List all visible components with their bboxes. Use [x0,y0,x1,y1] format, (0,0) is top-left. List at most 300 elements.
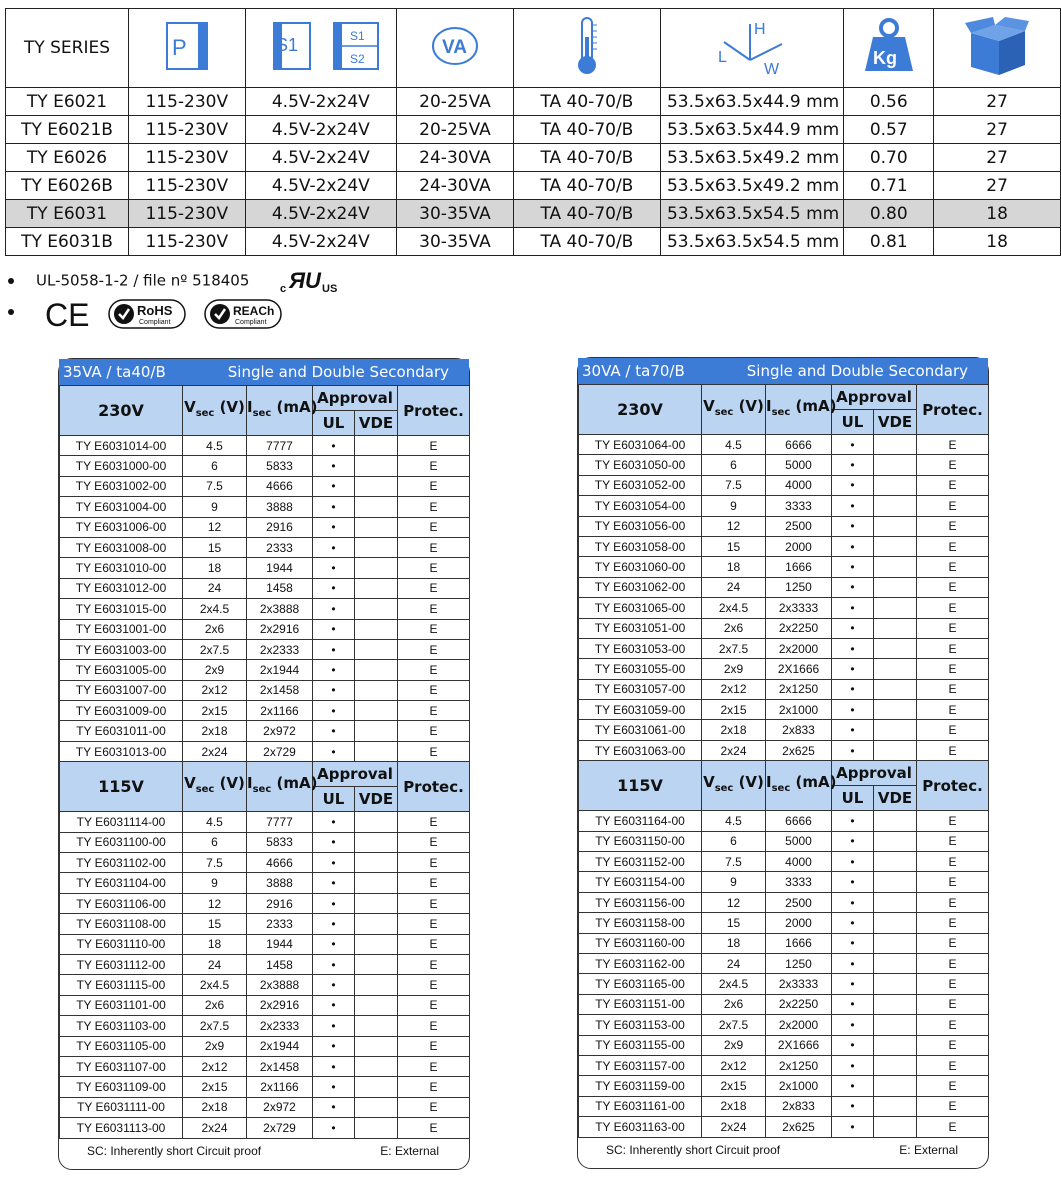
ul-mark: • [313,497,355,517]
ul-mark: • [313,680,355,700]
ul-mark: • [832,557,874,577]
isec-value: 7777 [247,812,313,832]
part-number: TY E6031158-00 [579,913,702,933]
vsec-value: 2x12 [183,680,247,700]
table-row [579,831,989,851]
svg-text:RoHS: RoHS [136,303,172,318]
table-row [579,994,989,1014]
part-number: TY E6031012-00 [60,578,183,598]
vsec-value: 2x9 [183,660,247,680]
table-row [60,578,470,598]
protection: E [398,558,470,578]
ul-mark: • [832,1035,874,1055]
table-row [60,660,470,680]
table-row [60,934,470,954]
vsec-value: 2x24 [702,740,766,760]
table-row [579,516,989,536]
box-icon [934,9,1061,88]
vde-mark [355,680,398,700]
part-number: TY E6031159-00 [579,1076,702,1096]
table-row [579,679,989,699]
vsec-value: 7.5 [702,475,766,495]
summary-cell-dims: 53.5x63.5x49.2 mm [660,144,843,172]
ul-mark: • [832,811,874,831]
table-row [579,659,989,679]
part-number: TY E6031115-00 [60,975,183,995]
ul-mark: • [313,639,355,659]
summary-cell-temp: TA 40-70/B [513,200,660,228]
isec-value: 5000 [766,455,832,475]
vsec-value: 15 [702,536,766,556]
weight-icon [844,9,934,88]
panel-subtitle: Single and Double Secondary [746,362,968,380]
part-number: TY E6031110-00 [60,934,183,954]
summary-cell-temp: TA 40-70/B [513,88,660,116]
isec-value: 1666 [766,557,832,577]
table-row [60,517,470,537]
vde-mark [355,517,398,537]
summary-cell-secondary: 4.5V-2x24V [245,228,397,256]
table-row [60,476,470,496]
ul-mark: • [313,934,355,954]
part-number: TY E6031006-00 [60,517,183,537]
isec-value: 2x2916 [247,619,313,639]
footer-sc-note: SC: Inherently short Circuit proof [606,1142,781,1157]
vde-mark [355,456,398,476]
ul-mark: • [832,933,874,953]
vde-mark [874,700,917,720]
protection: E [398,832,470,852]
protection: E [398,578,470,598]
part-number: TY E6031063-00 [579,740,702,760]
isec-value: 2x2000 [766,638,832,658]
summary-cell-dims: 53.5x63.5x54.5 mm [660,200,843,228]
summary-cell-qty: 27 [934,144,1061,172]
protection: E [398,1077,470,1097]
vde-mark [874,536,917,556]
protection: E [398,893,470,913]
vde-mark [355,1118,398,1138]
part-number: TY E6031062-00 [579,577,702,597]
vsec-value: 4.5 [702,435,766,455]
panel-title-bar [59,359,469,385]
vde-header: VDE [355,787,398,812]
vde-header: VDE [355,411,398,436]
vsec-value: 2x18 [702,720,766,740]
table-row [579,953,989,973]
table-row [579,1035,989,1055]
table-row [579,1096,989,1116]
part-number: TY E6031100-00 [60,832,183,852]
part-number: TY E6031108-00 [60,914,183,934]
ul-mark: • [832,720,874,740]
vde-mark [874,974,917,994]
vsec-value: 2x9 [183,1036,247,1056]
protection: E [917,679,989,699]
isec-value: 2x972 [247,721,313,741]
vde-mark [355,914,398,934]
thermometer-icon [513,9,660,88]
table-row [60,853,470,873]
vde-mark [355,476,398,496]
ul-recognized-icon [280,270,342,300]
summary-cell-model: TY E6021B [6,116,129,144]
vde-mark [355,812,398,832]
isec-value: 2x1000 [766,700,832,720]
isec-value: 4000 [766,475,832,495]
group-voltage: 230V [579,385,702,435]
isec-value: 2333 [247,914,313,934]
isec-value: 2x729 [247,741,313,761]
ul-mark: • [313,578,355,598]
vde-mark [874,598,917,618]
ce-mark-icon [45,298,95,334]
part-number: TY E6031057-00 [579,679,702,699]
protection: E [917,740,989,760]
vde-mark [874,1096,917,1116]
svg-text:S1: S1 [275,34,298,55]
summary-cell-secondary: 4.5V-2x24V [245,116,397,144]
ul-mark: • [832,852,874,872]
vsec-value: 18 [183,558,247,578]
part-number: TY E6031002-00 [60,476,183,496]
protection: E [398,639,470,659]
table-row [60,1077,470,1097]
protec-header: Protec. [917,385,989,435]
ul-mark: • [832,516,874,536]
vsec-value: 15 [183,537,247,557]
summary-cell-secondary: 4.5V-2x24V [245,200,397,228]
table-row [60,599,470,619]
protection: E [917,1035,989,1055]
table-row [579,933,989,953]
vsec-value: 2x7.5 [702,1015,766,1035]
ul-mark: • [313,619,355,639]
ul-mark: • [832,598,874,618]
protection: E [398,1118,470,1138]
isec-value: 2x1944 [247,660,313,680]
vde-mark [874,1035,917,1055]
vde-mark [874,516,917,536]
panel-footer [578,1138,988,1162]
table-row [60,812,470,832]
protection: E [917,1117,989,1137]
isec-header: $I_{sec}$ (mA) [247,762,313,812]
table-row [60,873,470,893]
svg-text:CE: CE [44,297,90,333]
ul-mark: • [313,853,355,873]
table-row [60,436,470,456]
vde-mark [355,954,398,974]
ul-mark: • [313,832,355,852]
protection: E [398,456,470,476]
table-row [579,496,989,516]
table-row [579,811,989,831]
vde-mark [355,741,398,761]
secondary-icon [245,9,397,88]
ul-mark: • [832,700,874,720]
ul-mark: • [832,455,874,475]
part-number: TY E6031053-00 [579,638,702,658]
protection: E [398,476,470,496]
vsec-value: 6 [702,455,766,475]
summary-cell-primary: 115-230V [129,116,246,144]
table-row [579,577,989,597]
part-number: TY E6031013-00 [60,741,183,761]
vsec-value: 2x12 [183,1056,247,1076]
table-row [579,1117,989,1137]
summary-row [6,88,1061,116]
protection: E [917,638,989,658]
isec-value: 2x1250 [766,679,832,699]
part-number: TY E6031008-00 [60,537,183,557]
table-row [60,995,470,1015]
vde-mark [874,577,917,597]
group-voltage: 115V [60,762,183,812]
part-number: TY E6031107-00 [60,1056,183,1076]
rohs-badge-icon [108,298,186,334]
vde-mark [355,497,398,517]
vsec-value: 2x7.5 [183,1016,247,1036]
protection: E [917,659,989,679]
part-number: TY E6031109-00 [60,1077,183,1097]
vde-mark [355,975,398,995]
summary-cell-qty: 27 [934,88,1061,116]
vsec-value: 6 [183,456,247,476]
vde-mark [874,852,917,872]
protection: E [917,892,989,912]
isec-value: 3333 [766,496,832,516]
protection: E [398,1097,470,1117]
protection: E [917,1076,989,1096]
ul-mark: • [313,954,355,974]
protection: E [917,496,989,516]
table-row [60,537,470,557]
isec-value: 1250 [766,953,832,973]
isec-value: 2916 [247,893,313,913]
protection: E [917,536,989,556]
part-number: TY E6031163-00 [579,1117,702,1137]
table-row [579,740,989,760]
power-icon [397,9,514,88]
ul-header: UL [832,410,874,435]
summary-cell-power: 24-30VA [397,172,514,200]
ul-mark: • [832,913,874,933]
table-row [60,497,470,517]
isec-value: 2x2000 [766,1015,832,1035]
table-row [579,557,989,577]
vde-header: VDE [874,410,917,435]
svg-text:VA: VA [441,36,467,58]
vsec-value: 7.5 [183,853,247,873]
table-row [60,558,470,578]
approval-header: Approval [832,761,917,786]
table-row [579,913,989,933]
vsec-value: 2x4.5 [702,598,766,618]
vsec-value: 4.5 [183,812,247,832]
vsec-value: 6 [183,832,247,852]
protection: E [398,497,470,517]
vde-mark [355,639,398,659]
part-number: TY E6031050-00 [579,455,702,475]
vde-mark [874,872,917,892]
group-voltage: 115V [579,761,702,811]
summary-cell-power: 30-35VA [397,228,514,256]
table-row [579,638,989,658]
isec-value: 2916 [247,517,313,537]
protection: E [917,435,989,455]
summary-cell-power: 20-25VA [397,88,514,116]
ul-mark: • [832,659,874,679]
isec-value: 1944 [247,934,313,954]
part-number: TY E6031111-00 [60,1097,183,1117]
part-number: TY E6031051-00 [579,618,702,638]
vsec-value: 2x9 [702,1035,766,1055]
summary-row [6,172,1061,200]
svg-text:Kg: Kg [872,47,897,68]
isec-value: 2x1166 [247,1077,313,1097]
panel-table [578,384,989,1138]
vsec-value: 24 [183,578,247,598]
part-number: TY E6031015-00 [60,599,183,619]
ul-mark: • [832,953,874,973]
vde-mark [874,496,917,516]
vsec-value: 15 [702,913,766,933]
part-number: TY E6031060-00 [579,557,702,577]
ul-mark: • [313,537,355,557]
ul-mark: • [832,974,874,994]
vsec-value: 2x6 [183,995,247,1015]
vde-mark [874,1076,917,1096]
isec-value: 2x1166 [247,701,313,721]
protec-header: Protec. [398,762,470,812]
isec-value: 2x3333 [766,974,832,994]
vsec-value: 2x24 [183,741,247,761]
ul-mark: • [313,599,355,619]
vsec-value: 24 [702,953,766,973]
summary-row [6,228,1061,256]
table-row [60,619,470,639]
protection: E [917,516,989,536]
isec-value: 2x833 [766,1096,832,1116]
summary-cell-primary: 115-230V [129,144,246,172]
group-voltage: 230V [60,386,183,436]
part-number: TY E6031155-00 [579,1035,702,1055]
isec-value: 2x729 [247,1118,313,1138]
group-header-row [60,762,470,787]
part-number: TY E6031150-00 [579,831,702,851]
protection: E [917,577,989,597]
vde-mark [355,721,398,741]
vsec-value: 2x6 [183,619,247,639]
ul-mark: • [832,679,874,699]
vsec-value: 7.5 [183,476,247,496]
protection: E [398,537,470,557]
protection: E [917,1096,989,1116]
table-row [579,455,989,475]
svg-text:c: c [280,283,287,295]
isec-header: $I_{sec}$ (mA) [766,761,832,811]
table-row [579,1015,989,1035]
vsec-value: 24 [183,954,247,974]
isec-value: 2x3888 [247,599,313,619]
ul-mark: • [313,517,355,537]
summary-cell-power: 30-35VA [397,200,514,228]
isec-value: 2500 [766,516,832,536]
summary-cell-qty: 27 [934,172,1061,200]
protection: E [917,557,989,577]
ul-mark: • [313,1118,355,1138]
part-number: TY E6031103-00 [60,1016,183,1036]
vde-mark [355,893,398,913]
protection: E [917,933,989,953]
ul-mark: • [313,558,355,578]
isec-header: $I_{sec}$ (mA) [766,385,832,435]
isec-value: 2x625 [766,1117,832,1137]
footer-sc-note: SC: Inherently short Circuit proof [87,1143,262,1158]
ul-mark: • [313,1077,355,1097]
vde-mark [355,1036,398,1056]
svg-text:H: H [754,20,766,38]
svg-text:ЯU: ЯU [289,268,322,293]
vsec-value: 9 [183,873,247,893]
ul-mark: • [313,476,355,496]
vde-mark [874,953,917,973]
protection: E [917,598,989,618]
ul-mark: • [832,740,874,760]
vde-mark [874,933,917,953]
ul-mark: • [313,873,355,893]
summary-cell-temp: TA 40-70/B [513,228,660,256]
vsec-value: 4.5 [702,811,766,831]
table-row [579,598,989,618]
vsec-value: 2x15 [702,1076,766,1096]
part-number: TY E6031104-00 [60,873,183,893]
dimensions-icon [660,9,843,88]
vde-mark [874,720,917,740]
vsec-value: 15 [183,914,247,934]
summary-cell-weight: 0.56 [844,88,934,116]
isec-value: 2X1666 [766,1035,832,1055]
summary-cell-primary: 115-230V [129,172,246,200]
summary-cell-model: TY E6026B [6,172,129,200]
isec-value: 3888 [247,497,313,517]
ul-mark: • [313,1036,355,1056]
summary-cell-dims: 53.5x63.5x44.9 mm [660,88,843,116]
ul-mark: • [832,618,874,638]
protection: E [917,974,989,994]
part-number: TY E6031052-00 [579,475,702,495]
vde-mark [355,660,398,680]
svg-text:L: L [718,48,728,66]
vde-mark [355,995,398,1015]
part-number: TY E6031000-00 [60,456,183,476]
ul-mark: • [832,638,874,658]
part-number: TY E6031064-00 [579,435,702,455]
isec-value: 2x2916 [247,995,313,1015]
part-number: TY E6031001-00 [60,619,183,639]
vde-mark [874,435,917,455]
protection: E [917,720,989,740]
isec-value: 2x1458 [247,1056,313,1076]
protection: E [398,812,470,832]
isec-value: 2x972 [247,1097,313,1117]
ul-mark: • [832,496,874,516]
table-row [60,1118,470,1138]
ul-mark: • [832,1076,874,1096]
part-number: TY E6031011-00 [60,721,183,741]
protection: E [398,721,470,741]
